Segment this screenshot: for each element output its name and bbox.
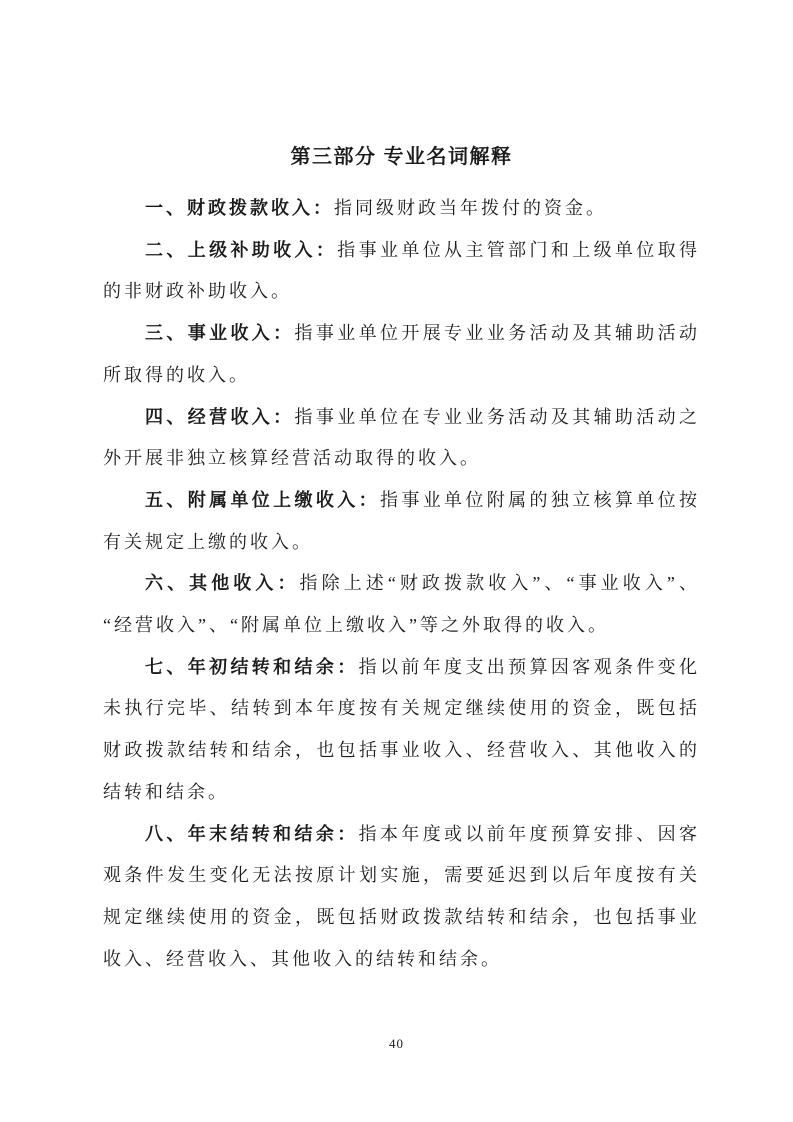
term-definition: 指本年度或以前年度预算安排、因客观条件发生变化无法按原计划实施，需要延迟到以后年度按有关规定继续使用的资金，既包括财政拨款结转和结余，也包括事业收入、经营收入、其他收入的结转和结余。: [103, 823, 701, 969]
term-paragraph-4: [103, 397, 700, 480]
term-paragraph-5: [103, 480, 700, 563]
term-name: 一、财政拨款收入：: [145, 198, 334, 218]
term-definition: 指事业单位在专业业务活动及其辅助活动之外开展非独立核算经营活动取得的收入。: [103, 406, 701, 469]
term-name: 二、上级补助收入：: [145, 239, 338, 260]
term-name: 五、附属单位上缴收入：: [145, 489, 380, 510]
term-name: 八、年末结转和结余：: [145, 823, 359, 844]
term-paragraph-1: [103, 188, 700, 230]
term-definition: 指事业单位开展专业业务活动及其辅助活动所取得的收入。: [103, 323, 701, 385]
term-definition: 指以前年度支出预算因客观条件变化未执行完毕、结转到本年度按有关规定继续使用的资金，既包括财政拨款结转和结余，也包括事业收入、经营收入、其他收入的结转和结余。: [103, 656, 701, 802]
term-name: 六、其他收入：: [145, 573, 300, 594]
term-paragraph-3: [103, 313, 700, 396]
term-name: 三、事业收入：: [145, 323, 295, 344]
term-definition: 指同级财政当年拨付的资金。: [334, 198, 607, 218]
term-name: 四、经营收入：: [145, 406, 295, 427]
term-definition: 指除上述“财政拨款收入”、“事业收入”、“经营收入”、“附属单位上缴收入”等之外取得的收入。: [103, 573, 700, 636]
term-paragraph-2: [103, 230, 700, 313]
page-number: 40: [389, 1036, 404, 1051]
section-title: 第三部分 专业名词解释: [290, 146, 513, 168]
term-name: 七、年初结转和结余：: [145, 656, 359, 677]
term-definition: 指事业单位从主管部门和上级单位取得的非财政补助收入。: [103, 239, 701, 302]
term-paragraph-6: [103, 563, 700, 646]
term-paragraph-7: [103, 647, 700, 814]
term-definition: 指事业单位附属的独立核算单位按有关规定上缴的收入。: [103, 489, 701, 552]
term-paragraph-8: [103, 814, 700, 981]
document-body: [103, 142, 700, 980]
